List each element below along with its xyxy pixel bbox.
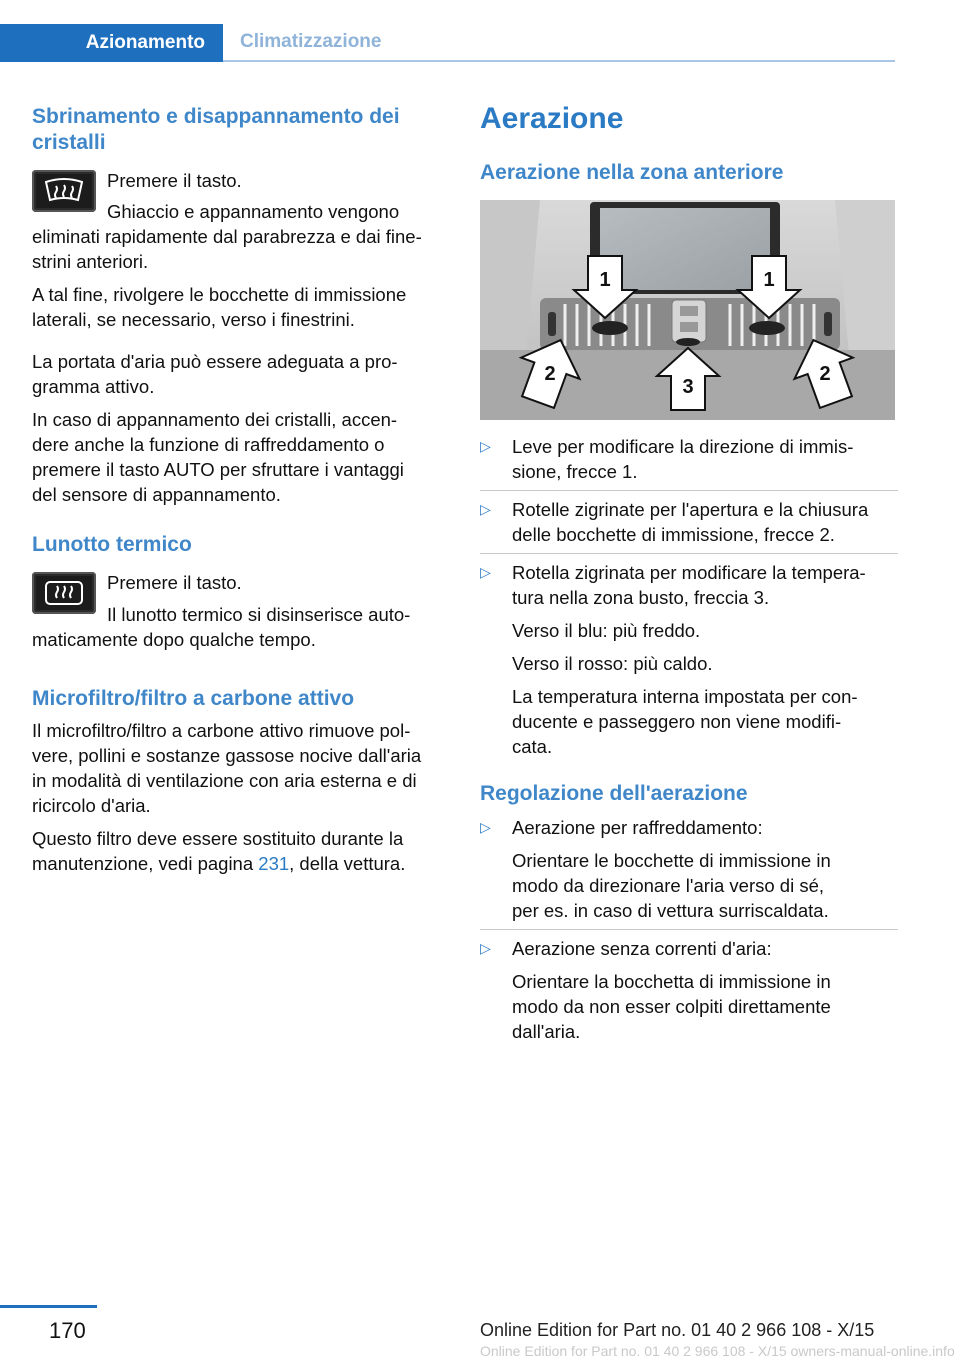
text-r2b: modo da non esser colpiti direttamente xyxy=(512,996,831,1017)
text-filtro-a: Questo filtro deve essere sostituito durante la xyxy=(32,828,404,849)
arrow-label-1-left: 1 xyxy=(599,269,611,291)
text-r1c: per es. in caso di vettura surriscaldata. xyxy=(512,900,829,921)
list-item-text: Aerazione per raffreddamento: xyxy=(512,817,763,838)
page-number: 170 xyxy=(49,1318,86,1343)
text-filtro-b-pre: manutenzione, vedi pagina xyxy=(32,853,259,874)
vent-list xyxy=(480,434,898,759)
list-item-text-b: tura nella zona busto, freccia 3. xyxy=(512,587,770,608)
dashboard-vents-photo xyxy=(480,200,895,420)
rear-defrost-button-image xyxy=(32,572,96,614)
text-ghiaccio-c: strini anteriori. xyxy=(32,251,149,272)
regolazione-list xyxy=(480,815,898,1044)
text-filtro-b-post: , della vettura. xyxy=(289,853,406,874)
tab-climatizzazione[interactable]: Climatizzazione xyxy=(240,31,382,52)
heading-lunotto: Lunotto termico xyxy=(32,533,192,556)
text-portata-a: La portata d'aria può essere adeguata a pro- xyxy=(32,351,398,372)
list-item-text-a: Rotelle zigrinate per l'apertura e la chiusura xyxy=(512,499,869,520)
text-micro-c: in modalità di ventilazione con aria esterna e di xyxy=(32,770,417,791)
arrow-label-2-left: 2 xyxy=(544,363,556,385)
text-premere-2: Premere il tasto. xyxy=(107,572,242,593)
text-ghiaccio-b: eliminati rapidamente dal parabrezza e dai fine- xyxy=(32,226,422,247)
list-item-text-b: delle bocchette di immissione, frecce 2. xyxy=(512,524,835,545)
text-r1a: Orientare le bocchette di immissione in xyxy=(512,850,831,871)
triangle-bullet-icon: ▷ xyxy=(480,940,491,956)
text-caso-d: del sensore di appannamento. xyxy=(32,484,281,505)
text-ghiaccio-a: Ghiaccio e appannamento vengono xyxy=(107,201,400,222)
edition-text: Online Edition for Part no. 01 40 2 966 108 - X/15 xyxy=(480,1320,875,1340)
list-item xyxy=(480,936,898,1044)
text-blu: Verso il blu: più freddo. xyxy=(512,620,701,641)
text-atal-b: laterali, se necessario, verso i finestrini. xyxy=(32,309,355,330)
arrow-label-2-right: 2 xyxy=(819,363,831,385)
text-caso-a: In caso di appannamento dei cristalli, accen- xyxy=(32,409,398,430)
list-item-text-a: Rotella zigrinata per modificare la tempera- xyxy=(512,562,866,583)
text-temp-c: cata. xyxy=(512,736,553,757)
watermark-text: Online Edition for Part no. 01 40 2 966 108 - X/15 owners-manual-online.info xyxy=(480,1343,955,1359)
list-item-text: Aerazione senza correnti d'aria: xyxy=(512,938,772,959)
text-r1b: modo da direzionare l'aria verso di sé, xyxy=(512,875,825,896)
text-r2c: dall'aria. xyxy=(512,1021,581,1042)
text-lunotto-b: maticamente dopo qualche tempo. xyxy=(32,629,316,650)
text-filtro-b xyxy=(32,851,405,876)
header-tabs xyxy=(0,24,895,62)
arrow-label-3: 3 xyxy=(682,376,694,398)
triangle-bullet-icon: ▷ xyxy=(480,438,491,454)
defrost-button-image xyxy=(32,170,96,212)
text-temp-b: ducente e passeggero non viene modifi- xyxy=(512,711,842,732)
text-temp-a: La temperatura interna impostata per con- xyxy=(512,686,858,707)
text-micro-a: Il microfiltro/filtro a carbone attivo rimuove pol- xyxy=(32,720,411,741)
arrow-label-1-right: 1 xyxy=(763,269,775,291)
text-rosso: Verso il rosso: più caldo. xyxy=(512,653,713,674)
triangle-bullet-icon: ▷ xyxy=(480,819,491,835)
list-item xyxy=(480,497,898,547)
text-micro-d: ricircolo d'aria. xyxy=(32,795,151,816)
list-item xyxy=(480,815,898,923)
text-portata-b: gramma attivo. xyxy=(32,376,155,397)
triangle-bullet-icon: ▷ xyxy=(480,501,491,517)
separator xyxy=(480,490,898,491)
list-item-text-b: sione, frecce 1. xyxy=(512,461,638,482)
list-item-text-a: Leve per modificare la direzione di immis- xyxy=(512,436,854,457)
list-item xyxy=(480,434,898,484)
triangle-bullet-icon: ▷ xyxy=(480,564,491,580)
rear-window-defrost-icon xyxy=(42,578,86,608)
text-micro-b: vere, pollini e sostanze gassose nocive dall'aria xyxy=(32,745,422,766)
tab-azionamento[interactable]: Azionamento xyxy=(0,24,223,62)
windshield-defrost-icon xyxy=(42,176,86,206)
heading-microfiltro: Microfiltro/filtro a carbone attivo xyxy=(32,687,355,710)
heading-sbrinamento: Sbrinamento e disappannamento dei cristalli xyxy=(32,105,400,154)
list-item xyxy=(480,560,898,759)
text-r2a: Orientare la bocchetta di immissione in xyxy=(512,971,831,992)
separator xyxy=(480,553,898,554)
text-lunotto-a: Il lunotto termico si disinserisce auto- xyxy=(107,604,411,625)
text-caso-b: dere anche la funzione di raffreddamento o xyxy=(32,434,385,455)
text-caso-c: premere il tasto AUTO per sfruttare i vantaggi xyxy=(32,459,404,480)
text-premere-1: Premere il tasto. xyxy=(107,170,242,191)
page-link-231[interactable]: 231 xyxy=(258,853,290,874)
heading-aerazione-anteriore: Aerazione nella zona anteriore xyxy=(480,161,784,184)
heading-regolazione: Regolazione dell'aerazione xyxy=(480,782,748,805)
text-atal-a: A tal fine, rivolgere le bocchette di immissione xyxy=(32,284,407,305)
tab-underline xyxy=(223,60,895,62)
footer-accent-line xyxy=(0,1305,97,1308)
heading-aerazione: Aerazione xyxy=(480,102,624,135)
separator xyxy=(480,929,898,930)
